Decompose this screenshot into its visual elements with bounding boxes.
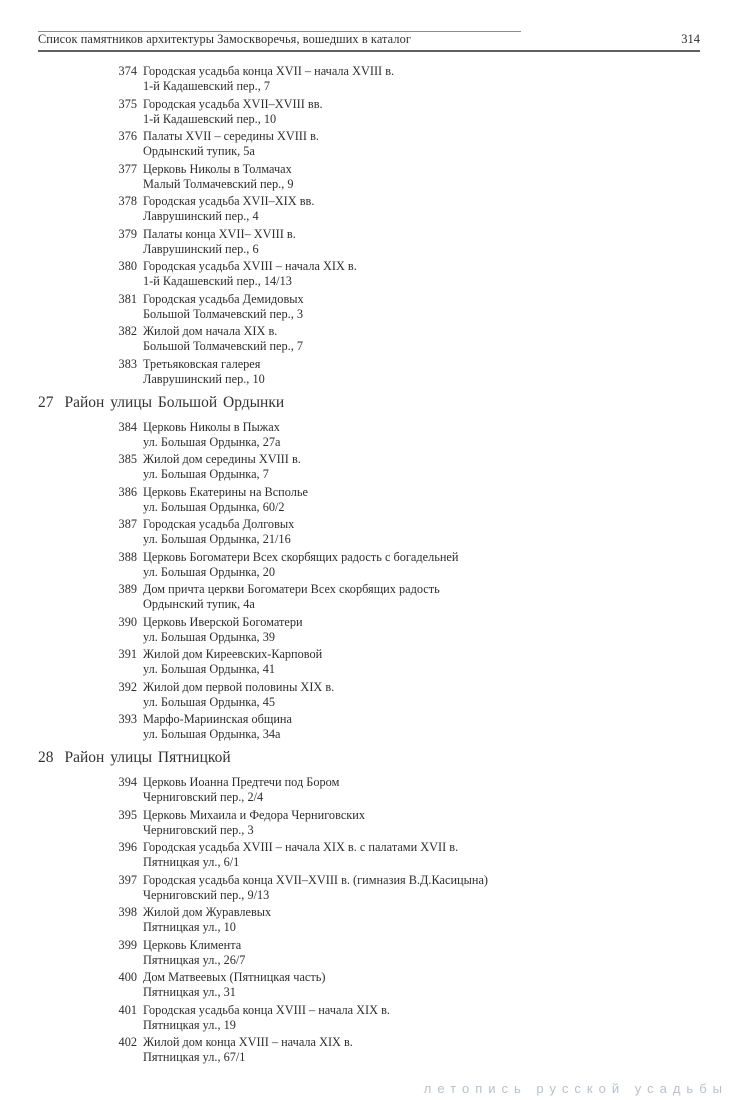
entry-address: Ордынский тупик, 5а: [143, 144, 255, 158]
entry-address: ул. Большая Ордынка, 39: [143, 629, 275, 644]
entry-address: Пятницкая ул., 10: [143, 920, 236, 934]
section-heading: [38, 748, 700, 768]
catalog-entry: [38, 615, 700, 645]
entry-number: 395: [118, 807, 137, 822]
entry-body: [137, 162, 294, 192]
entry-address: ул. Большая Ордынка, 27а: [143, 434, 281, 449]
entry-body: [137, 357, 265, 387]
entry-name: Церковь Климента: [143, 937, 242, 952]
entry-body: [137, 64, 394, 94]
entry-number: 381: [118, 291, 137, 306]
catalog-entry: [38, 775, 700, 805]
entry-number: 391: [118, 647, 137, 661]
entry-body: [137, 517, 294, 547]
entry-number: 385: [118, 452, 137, 466]
entry-name: Жилой дом Журавлевых: [143, 905, 272, 919]
entry-number: 387: [118, 517, 137, 531]
entry-number: 388: [118, 549, 137, 564]
entry-name: Дом Матвеевых (Пятницкая часть): [143, 970, 326, 984]
entry-address: Ордынский тупик, 4а: [143, 597, 255, 611]
entry-number: 398: [118, 905, 137, 919]
catalog-entry: [38, 873, 700, 903]
entry-address: Малый Толмачевский пер., 9: [143, 176, 294, 191]
entry-body: [137, 647, 322, 677]
entry-number: 390: [118, 614, 137, 629]
catalog-entry: [38, 1003, 700, 1033]
entry-address: Большой Толмачевский пер., 7: [143, 339, 304, 353]
entry-body: [137, 194, 314, 224]
catalog-entry: [38, 97, 700, 127]
section-number: 27: [38, 393, 54, 411]
entry-body: [137, 550, 458, 580]
catalog-entry: [38, 162, 700, 192]
entry-name: Церковь Екатерины на Всполье: [143, 484, 308, 499]
catalog-entry: [38, 712, 700, 742]
entry-body: [137, 615, 303, 645]
entry-name: Городская усадьба конца XVII–XVIII в. (гимназия В.Д.Касицына): [143, 872, 489, 887]
section-number: 28: [38, 749, 54, 766]
section-title: Район улицы Большой Ордынки: [64, 393, 285, 411]
entry-name: Церковь Богоматери Всех скорбящих радость с богадельней: [143, 549, 459, 564]
entry-name: Палаты XVII – середины XVIII в.: [143, 129, 319, 143]
entry-body: [137, 873, 488, 903]
entry-name: Церковь Николы в Пыжах: [143, 419, 280, 434]
entry-number: 375: [118, 96, 137, 111]
entry-name: Церковь Михаила и Федора Черниговских: [143, 807, 365, 822]
entry-name: Городская усадьба Долговых: [143, 517, 295, 531]
catalog-entry: [38, 357, 700, 387]
entry-address: Большой Толмачевский пер., 3: [143, 306, 304, 321]
entry-name: Жилой дом середины XVIII в.: [143, 452, 301, 466]
entry-name: Марфо-Мариинская община: [143, 712, 292, 726]
entry-body: [137, 324, 303, 354]
entry-name: Городская усадьба XVIII – начала XIX в. с палатами XVII в.: [143, 840, 459, 854]
page-header: [38, 33, 700, 52]
entry-address: Лаврушинский пер., 6: [143, 241, 259, 256]
entry-body: [137, 129, 319, 159]
entry-number: 401: [118, 1002, 137, 1017]
catalog-entry: [38, 420, 700, 450]
entry-address: Черниговский пер., 3: [143, 822, 254, 837]
entry-body: [137, 680, 334, 710]
entry-number: 384: [118, 419, 137, 434]
entry-body: [137, 775, 339, 805]
entry-number: 397: [118, 872, 137, 887]
catalog-entry: [38, 647, 700, 677]
entry-number: 382: [118, 324, 137, 338]
catalog-entry: [38, 550, 700, 580]
catalog-entry: [38, 905, 700, 935]
entry-name: Церковь Иоанна Предтечи под Бором: [143, 775, 340, 789]
entry-address: ул. Большая Ордынка, 20: [143, 564, 275, 579]
entry-name: Жилой дом первой половины XIX в.: [143, 679, 335, 694]
entry-address: Черниговский пер., 9/13: [143, 887, 270, 902]
entry-body: [137, 1035, 353, 1065]
catalog-entry: [38, 517, 700, 547]
entry-address: ул. Большая Ордынка, 34а: [143, 727, 281, 741]
entry-address: ул. Большая Ордынка, 41: [143, 662, 275, 676]
entry-address: Пятницкая ул., 6/1: [143, 855, 240, 869]
header-top-rule: [38, 31, 521, 32]
entry-number: 400: [118, 970, 137, 984]
entry-name: Церковь Иверской Богоматери: [143, 614, 303, 629]
entry-body: [137, 452, 301, 482]
catalog-entry: [38, 64, 700, 94]
entry-number: 377: [118, 161, 137, 176]
entry-number: 392: [118, 679, 137, 694]
entry-body: [137, 292, 304, 322]
section-title: Район улицы Пятницкой: [64, 749, 231, 766]
entry-name: Городская усадьба XVII–XVIII вв.: [143, 96, 323, 111]
entry-body: [137, 420, 280, 450]
entry-body: [137, 840, 458, 870]
entry-name: Третьяковская галерея: [143, 356, 261, 371]
entry-name: Жилой дом начала XIX в.: [143, 324, 278, 338]
entry-address: 1-й Кадашевский пер., 14/13: [143, 274, 292, 288]
catalog-entry: [38, 680, 700, 710]
catalog-list: [38, 64, 700, 1065]
entry-name: Городская усадьба конца XVIII – начала XIX в.: [143, 1002, 390, 1017]
catalog-entry: [38, 194, 700, 224]
entry-body: [137, 905, 271, 935]
entry-body: [137, 259, 357, 289]
entry-address: Пятницкая ул., 31: [143, 985, 236, 999]
entry-number: 394: [118, 775, 137, 789]
entry-number: 376: [118, 129, 137, 143]
entry-number: 379: [118, 226, 137, 241]
catalog-entry: [38, 292, 700, 322]
entry-number: 396: [118, 840, 137, 854]
entry-address: Пятницкая ул., 67/1: [143, 1050, 246, 1064]
running-title: Список памятников архитектуры Замоскворечья, вошедших в каталог: [38, 32, 411, 46]
entry-name: Городская усадьба XVIII – начала XIX в.: [143, 259, 357, 273]
catalog-entry: [38, 259, 700, 289]
catalog-entry: [38, 938, 700, 968]
entry-address: ул. Большая Ордынка, 45: [143, 694, 275, 709]
catalog-entry: [38, 324, 700, 354]
entry-body: [137, 712, 292, 742]
entry-number: 393: [118, 712, 137, 726]
entry-body: [137, 485, 308, 515]
section-heading: [38, 393, 700, 413]
entry-name: Церковь Николы в Толмачах: [143, 161, 292, 176]
entry-body: [137, 970, 325, 1000]
entry-address: ул. Большая Ордынка, 7: [143, 467, 269, 481]
entry-address: Черниговский пер., 2/4: [143, 790, 264, 804]
catalog-entry: [38, 970, 700, 1000]
entry-body: [137, 582, 440, 612]
entry-name: Городская усадьба конца XVII – начала XVIII в.: [143, 64, 395, 78]
entry-number: 383: [118, 356, 137, 371]
entry-number: 374: [118, 64, 137, 78]
entry-address: Лаврушинский пер., 10: [143, 371, 265, 386]
entry-address: 1-й Кадашевский пер., 7: [143, 79, 270, 93]
entry-body: [137, 227, 296, 257]
entry-address: ул. Большая Ордынка, 60/2: [143, 499, 285, 514]
entry-name: Палаты конца XVII– XVIII в.: [143, 226, 296, 241]
entry-number: 389: [118, 582, 137, 596]
catalog-entry: [38, 1035, 700, 1065]
catalog-entry: [38, 227, 700, 257]
header-row: [38, 33, 700, 46]
entry-address: Пятницкая ул., 19: [143, 1017, 236, 1032]
catalog-entry: [38, 840, 700, 870]
entry-name: Жилой дом конца XVIII – начала XIX в.: [143, 1035, 353, 1049]
entry-name: Дом причта церкви Богоматери Всех скорбящих радость: [143, 582, 440, 596]
entry-name: Городская усадьба Демидовых: [143, 291, 304, 306]
entry-body: [137, 1003, 390, 1033]
entry-number: 380: [118, 259, 137, 273]
entry-number: 386: [118, 484, 137, 499]
entry-address: ул. Большая Ордынка, 21/16: [143, 532, 291, 546]
catalog-entry: [38, 485, 700, 515]
entry-body: [137, 808, 365, 838]
entry-number: 402: [118, 1035, 137, 1049]
entry-body: [137, 97, 323, 127]
watermark: летопись русской усадьбы: [423, 1081, 728, 1096]
catalog-entry: [38, 808, 700, 838]
entry-address: Пятницкая ул., 26/7: [143, 952, 246, 967]
entry-body: [137, 938, 245, 968]
entry-number: 378: [118, 194, 137, 208]
entry-address: Лаврушинский пер., 4: [143, 209, 259, 223]
entry-name: Жилой дом Киреевских-Карповой: [143, 647, 323, 661]
entry-address: 1-й Кадашевский пер., 10: [143, 111, 277, 126]
page-number: 314: [681, 32, 700, 46]
catalog-entry: [38, 129, 700, 159]
catalog-entry: [38, 452, 700, 482]
catalog-entry: [38, 582, 700, 612]
entry-name: Городская усадьба XVII–XIX вв.: [143, 194, 315, 208]
entry-number: 399: [118, 937, 137, 952]
